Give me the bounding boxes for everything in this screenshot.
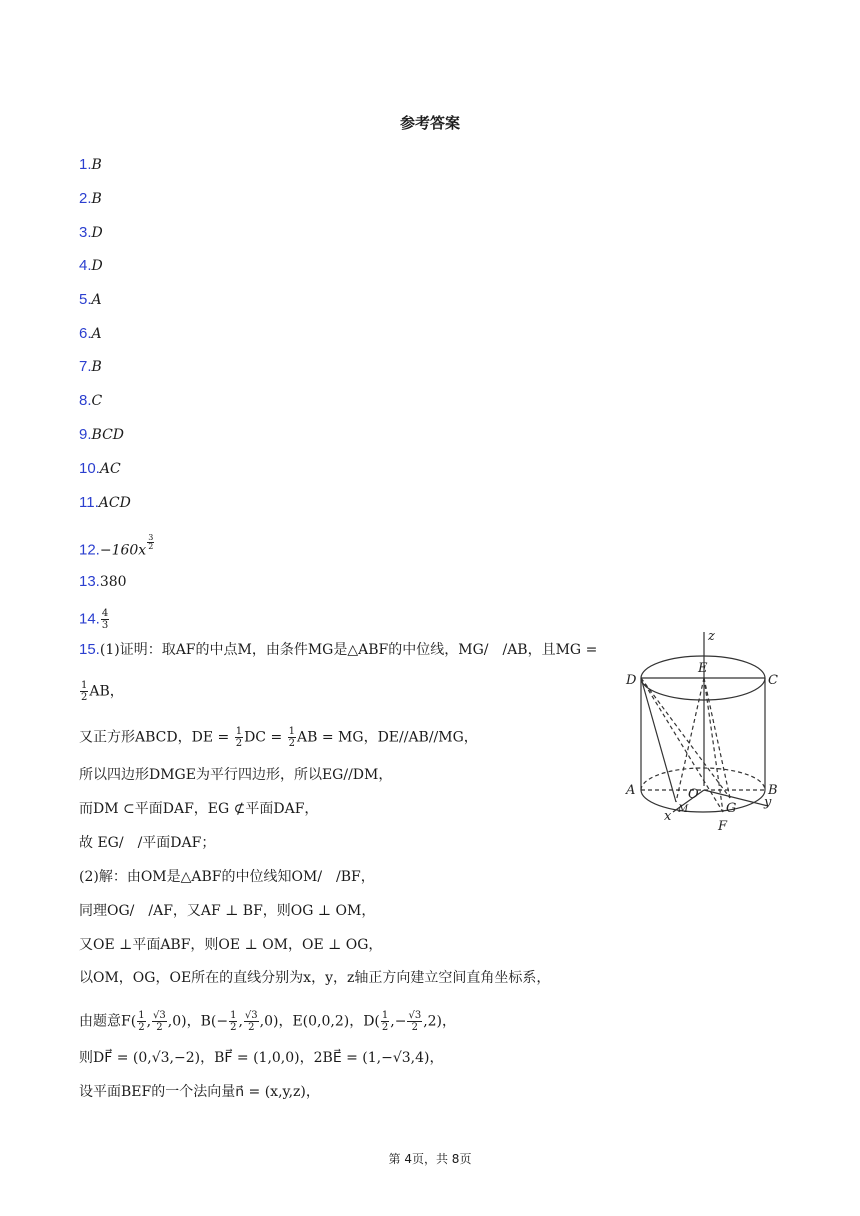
answer-item (79, 257, 103, 274)
q15-line-12: 则DF⃗ = (0,√3,−2)，BF⃗ = (1,0,0)，2BE⃗ = (1,−√3,4)， (79, 1050, 444, 1066)
answer-item (79, 392, 102, 409)
answer-number: 5. (79, 291, 92, 308)
answer-value: C (91, 393, 103, 409)
answer-number: 12. (79, 541, 100, 559)
svg-text:x: x (664, 809, 672, 824)
answer-number: 6. (79, 325, 92, 342)
answer-exponent: 3 2 (148, 533, 154, 551)
answer-number: 11. (79, 494, 99, 511)
q15-line-7: (2)解：由OM是△ABF的中位线知OM/ /BF， (79, 869, 375, 885)
answer-item (79, 534, 155, 559)
answer-number: 13. (79, 573, 100, 590)
q15-line-8: 同理OG/ /AF，又AF ⊥ BF，则OG ⊥ OM， (79, 903, 376, 919)
svg-text:B: B (768, 783, 778, 798)
q15-line-10: 以OM，OG，OE所在的直线分别为x，y，z轴正方向建立空间直角坐标系， (79, 970, 551, 986)
answer-number: 4. (79, 257, 92, 274)
svg-text:E: E (698, 661, 708, 676)
cylinder-figure (618, 626, 788, 838)
answer-number: 9. (79, 426, 92, 443)
answer-value: B (91, 191, 102, 207)
answer-number: 14. (79, 610, 100, 628)
answer-item (79, 224, 103, 241)
q15-line-2: $\frac{1}{2}$ AB， (81, 680, 124, 703)
answer-value: B (91, 359, 102, 375)
answer-value: 380 (99, 574, 127, 590)
svg-text:M: M (678, 804, 689, 815)
answer-item (79, 494, 131, 511)
q15-line-13: 设平面BEF的一个法向量n⃗ = (x,y,z)， (79, 1084, 320, 1100)
axis-z-label: z (708, 629, 715, 644)
answer-item (79, 608, 110, 631)
answer-value: B (91, 157, 102, 173)
answer-value: ACD (98, 495, 131, 511)
q15-line-9: 又OE ⊥平面ABF，则OE ⊥ OM，OE ⊥ OG， (79, 937, 383, 953)
q15-line-3: 又正方形ABCD，DE = $\frac{1}{2}$ DC = $\frac{1}{2}$ AB = MG，DE//AB//MG， (79, 726, 478, 749)
svg-text:D: D (626, 673, 637, 688)
q15-line-5: 而DM ⊂平面DAF，EG ⊄平面DAF， (79, 801, 319, 817)
svg-text:G: G (726, 801, 737, 816)
answer-value: AC (99, 461, 121, 477)
q15-line-4: 所以四边形DMGE为平行四边形，所以EG//DM， (79, 767, 393, 783)
answer-item (79, 573, 127, 590)
svg-text:y: y (764, 795, 772, 810)
answer-item (79, 291, 102, 308)
answer-number: 10. (79, 460, 100, 477)
answer-fraction: $\frac{4}{3}$ (101, 608, 109, 631)
fraction-half: $\frac{1}{2}$ (81, 680, 88, 703)
svg-text:O: O (688, 787, 699, 802)
answer-value: D (91, 225, 103, 241)
q15-line-1: 15.(1)证明：取AF的中点M，由条件MG是△ABF的中位线，MG/ /AB，且MG = (79, 641, 598, 658)
svg-text:A: A (626, 783, 636, 798)
answer-value: −160x (99, 542, 147, 559)
answer-item (79, 426, 124, 443)
page-title: 参考答案 (399, 114, 460, 132)
answer-number: 1. (79, 156, 92, 173)
answer-number: 7. (79, 358, 92, 375)
answer-item (79, 460, 121, 477)
answer-number: 8. (79, 392, 92, 409)
answer-item (79, 325, 102, 342)
answer-item (79, 190, 102, 207)
svg-text:C: C (768, 673, 778, 688)
answer-number: 3. (79, 224, 92, 241)
answer-number: 2. (79, 190, 92, 207)
q15-number: 15. (79, 641, 100, 658)
answer-value: D (91, 258, 103, 274)
answer-value: BCD (91, 427, 124, 443)
answer-value: A (91, 326, 102, 342)
q15-line-11: 由题意F( $\frac{1}{2}$ , $\frac{√3}{2}$ ,0)，B(− $\frac{1}{2}$ , $\frac{√3}{2}$ ,0)，E(0,0,2)，D( $\frac{1}{2}$ ,− $\frac{√3}{2}$ ,2)， (79, 1010, 457, 1033)
answer-item (79, 358, 102, 375)
q15-line-6: 故 EG/ /平面DAF； (79, 835, 216, 851)
svg-text:F: F (718, 819, 728, 834)
answer-value: A (91, 292, 102, 308)
answer-item (79, 156, 102, 173)
page-footer: 第 4页，共 8页 (388, 1152, 472, 1166)
